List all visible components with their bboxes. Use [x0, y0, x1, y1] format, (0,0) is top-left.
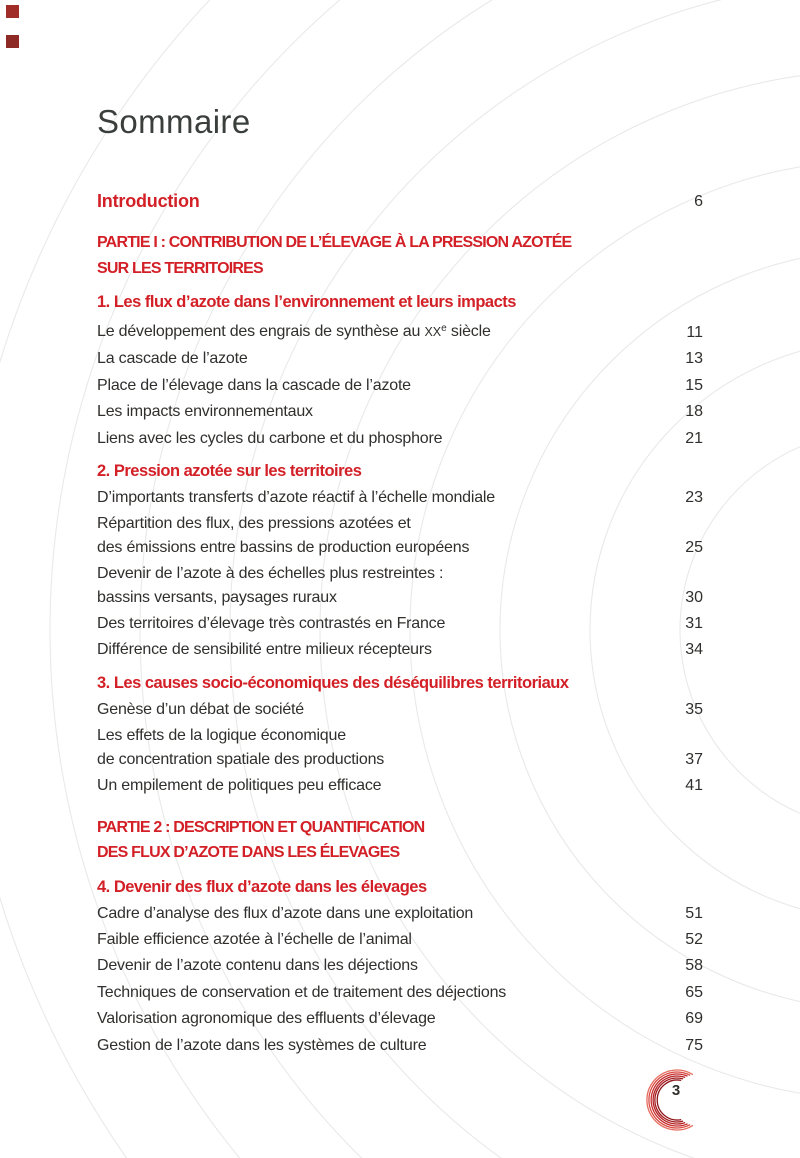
entry-page-number: 35 [685, 700, 703, 718]
entry-page-number: 51 [685, 904, 703, 922]
section-heading: 2. Pression azotée sur les territoires [97, 462, 362, 481]
entry-text [97, 347, 685, 370]
page-title: Sommaire [97, 103, 251, 140]
entry-page-number: 25 [685, 538, 703, 556]
entry-line: Devenir de l’azote contenu dans les déjections [97, 957, 418, 975]
entry-line: D’importants transferts d’azote réactif à l’échelle mondiale [97, 489, 495, 507]
entry-line [97, 317, 686, 344]
toc-content [97, 0, 703, 1057]
entry-line: Genèse d’un débat de société [97, 700, 305, 718]
toc-entry [97, 512, 703, 559]
part-heading [97, 815, 703, 866]
entry-page-number: 34 [685, 641, 703, 659]
entry-line: des émissions entre bassins de production européens [97, 538, 470, 556]
toc-entry [97, 954, 703, 977]
part-heading-line: SUR LES TERRITOIRES [97, 259, 263, 277]
section-heading: 1. Les flux d’azote dans l’environnement et leurs impacts [97, 293, 516, 311]
toc-section [97, 290, 703, 450]
toc-entry [97, 486, 703, 509]
entry-page-number: 41 [685, 777, 703, 795]
entry-page-number: 75 [685, 1036, 703, 1054]
entry-page-number: 65 [685, 983, 703, 1001]
toc-entry [97, 374, 703, 397]
entry-text [97, 1034, 685, 1057]
entry-page-number: 15 [685, 376, 703, 394]
section-heading: 3. Les causes socio-économiques des déséquilibres territoriaux [97, 673, 569, 692]
toc-section [97, 459, 703, 662]
entry-text [97, 562, 685, 609]
entry-page-number: 69 [685, 1010, 703, 1028]
entry-line: Les impacts environnementaux [97, 403, 313, 421]
entry-line: Un empilement de politiques peu efficace [97, 777, 382, 795]
entry-text [97, 317, 686, 344]
toc-entry [97, 612, 703, 635]
entry-text [97, 1007, 685, 1030]
toc-entry [97, 317, 703, 344]
swirl-arcs [647, 1070, 693, 1130]
toc-entry [97, 562, 703, 609]
part-heading-line: PARTIE I : CONTRIBUTION DE L’ÉLEVAGE À LA PRESSION AZOTÉE [97, 234, 572, 251]
entry-text [97, 486, 685, 509]
toc-entry [97, 724, 703, 771]
toc-section [97, 875, 703, 1057]
entry-line: Les effets de la logique économique [97, 727, 346, 745]
part-heading-line: PARTIE 2 : DESCRIPTION ET QUANTIFICATION [97, 818, 425, 836]
entry-line: Des territoires d’élevage très contrastés en France [97, 615, 446, 633]
toc-entry [97, 1007, 703, 1030]
entry-line: Valorisation agronomique des effluents d’élevage [97, 1010, 436, 1028]
corner-mark-bottom [6, 35, 19, 48]
entry-line: Techniques de conservation et de traitement des déjections [97, 983, 507, 1001]
toc-entry [97, 638, 703, 661]
text-segment-sup: e [441, 323, 447, 334]
entry-page-number: 18 [685, 403, 703, 421]
entry-text [97, 724, 685, 771]
entry-line: bassins versants, paysages ruraux [97, 588, 337, 606]
text-segment: siècle [446, 323, 491, 340]
text-segment-smallcaps: XX [424, 325, 442, 339]
toc-entry [97, 427, 703, 450]
entry-line: Répartition des flux, des pressions azotées et [97, 515, 411, 533]
entry-page-number: 21 [685, 429, 703, 447]
toc-entry [97, 928, 703, 951]
text-segment: Le développement des engrais de synthèse au [97, 323, 425, 340]
entry-line: Faible efficience azotée à l’échelle de l’animal [97, 930, 412, 948]
toc-section [97, 671, 703, 798]
swirl-ornament [640, 1058, 720, 1142]
entry-text [97, 954, 685, 977]
entry-page-number: 31 [685, 615, 703, 633]
entry-line: Liens avec les cycles du carbone et du phosphore [97, 429, 443, 447]
toc-blocks [97, 230, 703, 1057]
entry-line: Gestion de l’azote dans les systèmes de culture [97, 1036, 427, 1054]
toc-entry [97, 400, 703, 423]
intro-page-number: 6 [694, 192, 703, 210]
toc-entry [97, 1034, 703, 1057]
toc-intro-row [97, 189, 703, 213]
toc-entry [97, 347, 703, 370]
entry-page-number: 58 [685, 957, 703, 975]
entry-text [97, 427, 685, 450]
entry-page-number: 37 [685, 750, 703, 768]
entry-line: Différence de sensibilité entre milieux récepteurs [97, 641, 432, 659]
entry-page-number: 23 [685, 489, 703, 507]
section-heading: 4. Devenir des flux d’azote dans les élevages [97, 877, 427, 896]
entry-text [97, 400, 685, 423]
folio-page-number: 3 [671, 1082, 681, 1099]
entry-text [97, 638, 685, 661]
toc-entry [97, 698, 703, 721]
entry-text [97, 981, 685, 1004]
entry-line: La cascade de l’azote [97, 350, 248, 368]
entry-text [97, 374, 685, 397]
entry-page-number: 11 [686, 324, 703, 341]
entry-line: de concentration spatiale des productions [97, 750, 385, 768]
entry-text [97, 928, 685, 951]
intro-label: Introduction [97, 191, 200, 211]
entry-page-number: 52 [685, 930, 703, 948]
entry-page-number: 13 [685, 350, 703, 368]
entry-text [97, 902, 685, 925]
corner-mark-top [6, 5, 19, 18]
entry-text [97, 698, 685, 721]
toc-entry [97, 981, 703, 1004]
toc-entry [97, 902, 703, 925]
entry-line: Cadre d’analyse des flux d’azote dans une exploitation [97, 904, 474, 922]
entry-text [97, 612, 685, 635]
entry-page-number: 30 [685, 588, 703, 606]
part-heading-line: DES FLUX D’AZOTE DANS LES ÉLEVAGES [97, 844, 400, 861]
entry-text [97, 512, 685, 559]
entry-line: Devenir de l’azote à des échelles plus restreintes : [97, 565, 444, 583]
entry-line: Place de l’élevage dans la cascade de l’azote [97, 376, 411, 394]
part-heading [97, 230, 703, 281]
toc-entry [97, 774, 703, 797]
entry-text [97, 774, 685, 797]
